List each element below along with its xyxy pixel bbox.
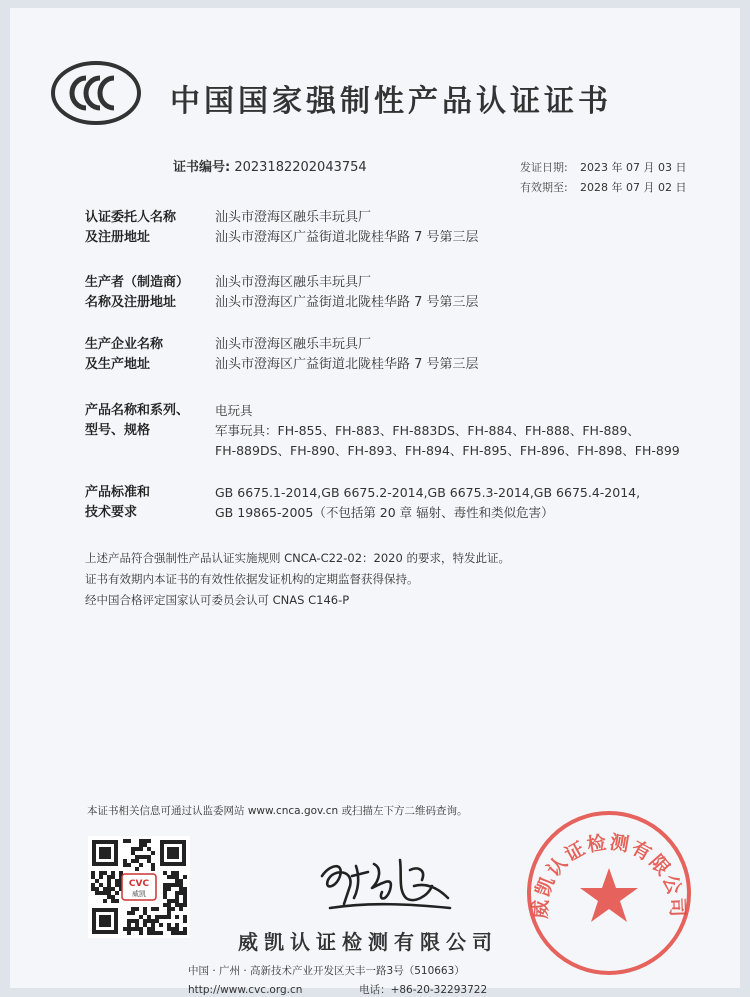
product-name: 电玩具 [215, 403, 253, 418]
product-label-line1: 产品名称和系列、 [85, 403, 190, 418]
manufacturer-label-line2: 名称及注册地址 [85, 295, 177, 310]
note-line: 经中国合格评定国家认可委员会认可 CNAS C146-P [85, 593, 350, 607]
manufacturer-field [85, 273, 705, 315]
signature [310, 846, 460, 916]
manufacturer-address: 汕头市澄海区广益街道北陇桂华路 7 号第三层 [215, 295, 479, 310]
issuer-website[interactable]: http://www.cvc.org.cn [188, 984, 303, 996]
applicant-name: 汕头市澄海区融乐丰玩具厂 [215, 210, 372, 225]
manufacturer-label-line1: 生产者（制造商） [85, 275, 190, 290]
ccc-logo [50, 60, 142, 126]
seal-text: 威凯认证检测有限公司 [529, 831, 689, 920]
applicant-label-line2: 及注册地址 [85, 230, 151, 245]
manufacturer-name: 汕头市澄海区融乐丰玩具厂 [215, 275, 372, 290]
applicant-field [85, 208, 705, 250]
product-models-line2: FH-889DS、FH-890、FH-893、FH-894、FH-895、FH-896、FH-898、FH-899 [215, 443, 680, 458]
verification-note: 本证书相关信息可通过认监委网站 www.cnca.gov.cn 或扫描左下方二维码查询。 [87, 805, 468, 817]
product-models-line1: 军事玩具：FH-855、FH-883、FH-883DS、FH-884、FH-888、FH-889、 [215, 423, 640, 438]
issuer-address: 中国 · 广州 · 高新技术产业开发区天丰一路3号（510663） [188, 965, 465, 977]
qr-code[interactable] [88, 836, 190, 938]
standards-label-line1: 产品标准和 [85, 485, 151, 500]
certificate-title: 中国国家强制性产品认证证书 [170, 84, 612, 119]
applicant-address: 汕头市澄海区广益街道北陇桂华路 7 号第三层 [215, 230, 479, 245]
applicant-label-line1: 认证委托人名称 [85, 210, 177, 225]
issuer-company: 威凯认证检测有限公司 [238, 930, 498, 954]
factory-label-line1: 生产企业名称 [85, 337, 164, 352]
seal-star-icon [580, 868, 638, 922]
certificate-dates [520, 158, 686, 198]
factory-label-line2: 及生产地址 [85, 357, 151, 372]
expiry-date: 2028 年 07 月 02 日 [580, 181, 687, 194]
company-seal [520, 808, 698, 978]
certificate-sheet [10, 8, 740, 996]
note-line: 证书有效期内本证书的有效性依据发证机构的定期监督获得保持。 [85, 572, 419, 586]
certificate-number-value: 2023182202043754 [234, 160, 367, 175]
qr-badge-text: CVC [128, 879, 150, 889]
standards-label-line2: 技术要求 [85, 505, 138, 520]
standards-field [85, 483, 705, 525]
certificate-notes [85, 548, 510, 611]
qr-badge-subtext: 威凯 [132, 890, 146, 898]
standards-line1: GB 6675.1-2014,GB 6675.2-2014,GB 6675.3-2014,GB 6675.4-2014, [215, 485, 641, 500]
factory-field [85, 335, 705, 377]
certificate-number [173, 156, 367, 175]
issue-date: 2023 年 07 月 03 日 [580, 161, 687, 174]
expiry-date-label: 有效期至: [520, 181, 568, 194]
product-field [85, 401, 705, 463]
issue-date-label: 发证日期: [520, 161, 568, 174]
standards-line2: GB 19865-2005（不包括第 20 章 辐射、毒性和类似危害） [215, 505, 554, 520]
note-line: 上述产品符合强制性产品认证实施规则 CNCA-C22-02：2020 的要求，特发此证。 [85, 551, 510, 565]
factory-address: 汕头市澄海区广益街道北陇桂华路 7 号第三层 [215, 357, 479, 372]
certificate-number-label: 证书编号: [173, 160, 231, 175]
issuer-phone: 电话：+86-20-32293722 [359, 984, 488, 996]
factory-name: 汕头市澄海区融乐丰玩具厂 [215, 337, 372, 352]
product-label-line2: 型号、规格 [85, 423, 151, 438]
